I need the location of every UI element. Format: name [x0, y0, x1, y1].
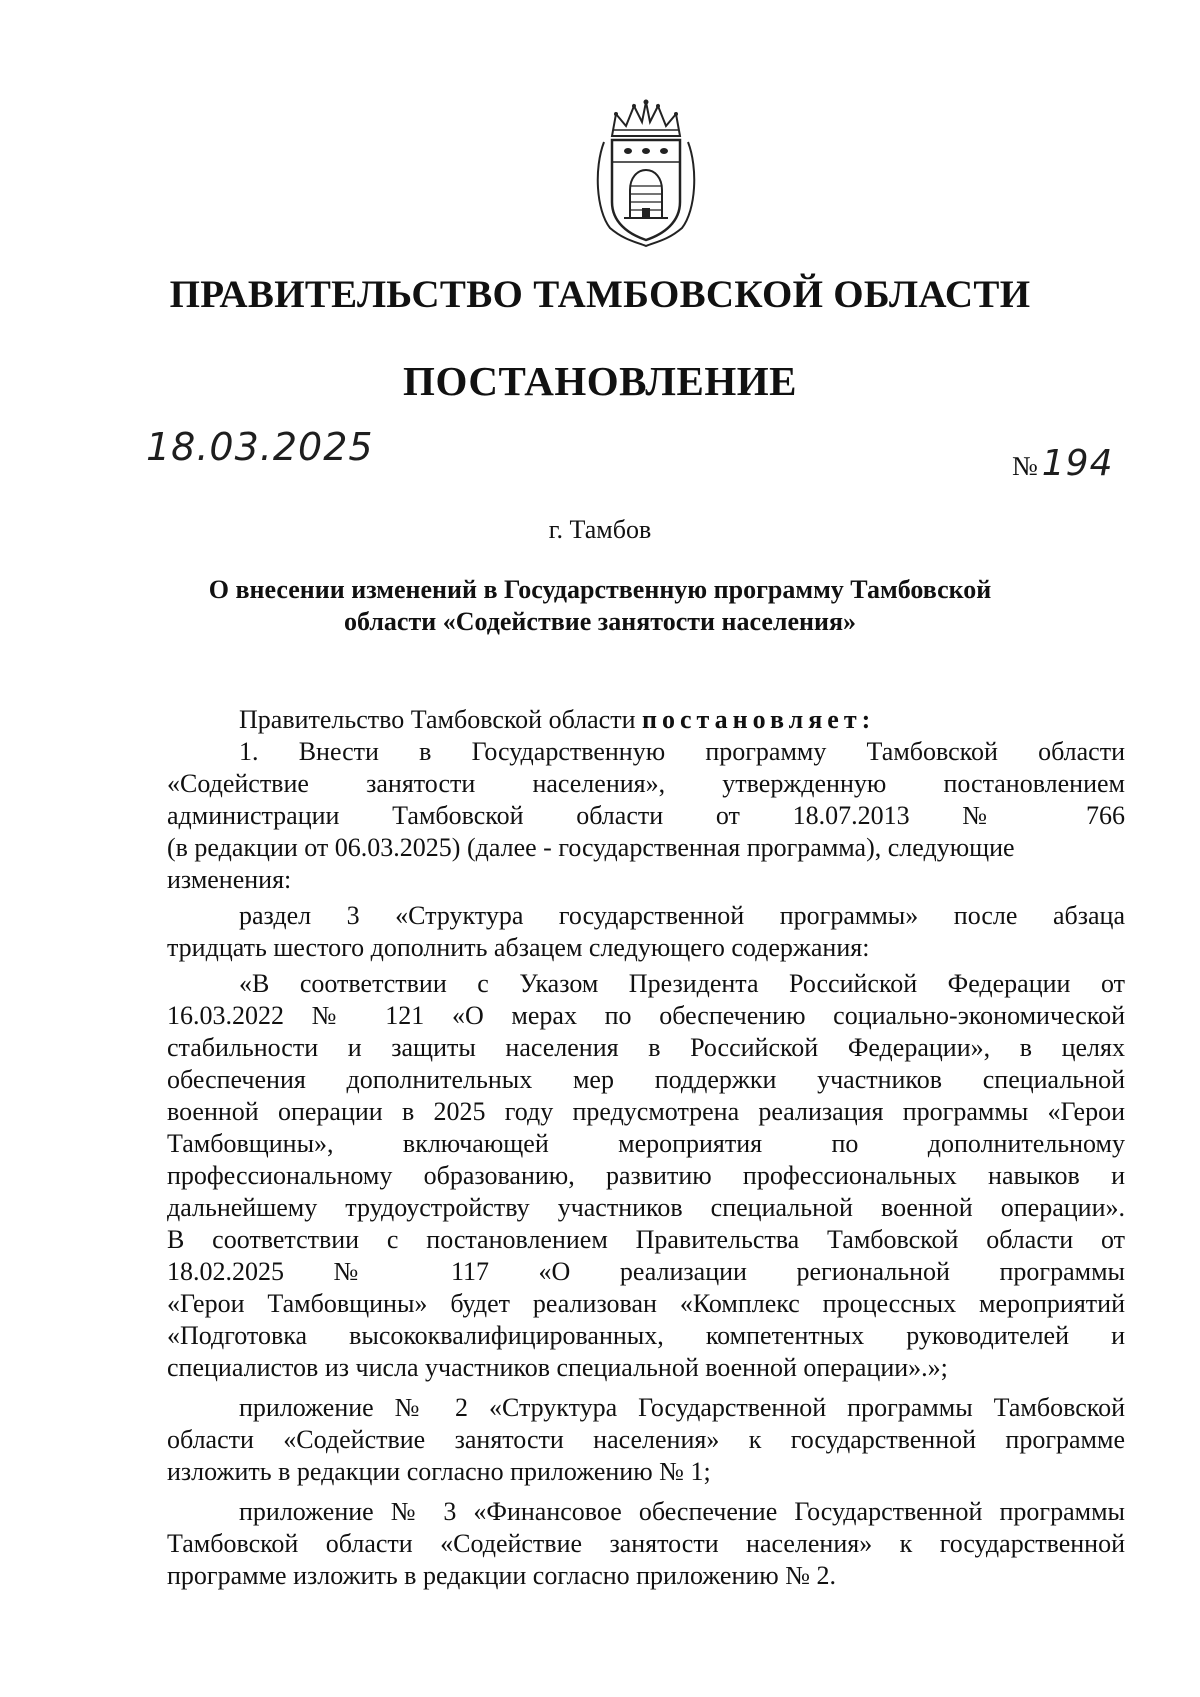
number-label: №	[1012, 451, 1038, 481]
paragraph-line: программе изложить в редакции согласно приложению № 2.	[167, 1561, 837, 1590]
document-number	[1012, 443, 1113, 484]
paragraph-line: администрации Тамбовской области от 18.07.2013 № 766	[167, 801, 1125, 830]
number-value: 194	[1041, 443, 1114, 484]
paragraph-line: раздел 3 «Структура государственной программы» после абзаца	[239, 901, 1125, 930]
paragraph-line: (в редакции от 06.03.2025) (далее - государственная программа), следующие	[167, 833, 1015, 862]
paragraph-line: приложение № 2 «Структура Государственной программы Тамбовской	[239, 1393, 1125, 1422]
paragraph-line: «Подготовка высококвалифицированных, компетентных руководителей и	[167, 1321, 1125, 1350]
intro-prefix: Правительство Тамбовской области	[239, 705, 642, 734]
paragraph-line: Тамбовщины», включающей мероприятия по дополнительному	[167, 1129, 1125, 1158]
document-type: ПОСТАНОВЛЕНИЕ	[403, 358, 797, 404]
paragraph-line: Тамбовской области «Содействие занятости населения» к государственной	[167, 1529, 1125, 1558]
document-body	[167, 704, 1125, 1592]
subject-line: области «Содействие занятости населения»	[343, 607, 857, 636]
paragraph-line: изложить в редакции согласно приложению № 1;	[167, 1457, 711, 1486]
paragraph-line: профессиональному образованию, развитию профессиональных навыков и	[167, 1161, 1125, 1190]
government-name: ПРАВИТЕЛЬСТВО ТАМБОВСКОЙ ОБЛАСТИ	[169, 273, 1031, 316]
paragraph-line: 1. Внести в Государственную программу Тамбовской области	[239, 737, 1125, 766]
paragraph-line: «Герои Тамбовщины» будет реализован «Комплекс процессных мероприятий	[167, 1289, 1125, 1318]
city: г. Тамбов	[548, 515, 652, 544]
paragraph-line: 16.03.2022 № 121 «О мерах по обеспечению социально-экономической	[167, 1001, 1125, 1030]
paragraph-line: В соответствии с постановлением Правительства Тамбовской области от	[167, 1225, 1125, 1254]
paragraph-line: 18.02.2025 № 117 «О реализации региональной программы	[167, 1257, 1125, 1286]
paragraph-line: изменения:	[167, 865, 292, 894]
paragraph-line: военной операции в 2025 году предусмотрена реализация программы «Герои	[167, 1097, 1125, 1126]
tambov-coat-of-arms-icon	[590, 98, 702, 248]
intro-paragraph	[167, 704, 1125, 736]
paragraph-line: стабильности и защиты населения в Российской Федерации», в целях	[167, 1033, 1125, 1062]
document-date: 18.03.2025	[146, 425, 374, 469]
paragraph-line: приложение № 3 «Финансовое обеспечение Государственной программы	[239, 1497, 1125, 1526]
paragraph-line: дальнейшему трудоустройству участников специальной военной операции».	[167, 1193, 1125, 1222]
subject-line: О внесении изменений в Государственную программу Тамбовской	[208, 575, 992, 604]
paragraph-line: тридцать шестого дополнить абзацем следующего содержания:	[167, 933, 870, 962]
intro-verb: постановляет:	[642, 705, 876, 734]
paragraph-line: обеспечения дополнительных мер поддержки участников специальной	[167, 1065, 1125, 1094]
paragraph-line: специалистов из числа участников специальной военной операции».»;	[167, 1353, 948, 1382]
paragraph-line: «Содействие занятости населения», утвержденную постановлением	[167, 769, 1125, 798]
paragraph-line: «В соответствии с Указом Президента Российской Федерации от	[239, 969, 1125, 998]
document-subject	[0, 574, 1200, 638]
paragraph-line: области «Содействие занятости населения» к государственной программе	[167, 1425, 1125, 1454]
